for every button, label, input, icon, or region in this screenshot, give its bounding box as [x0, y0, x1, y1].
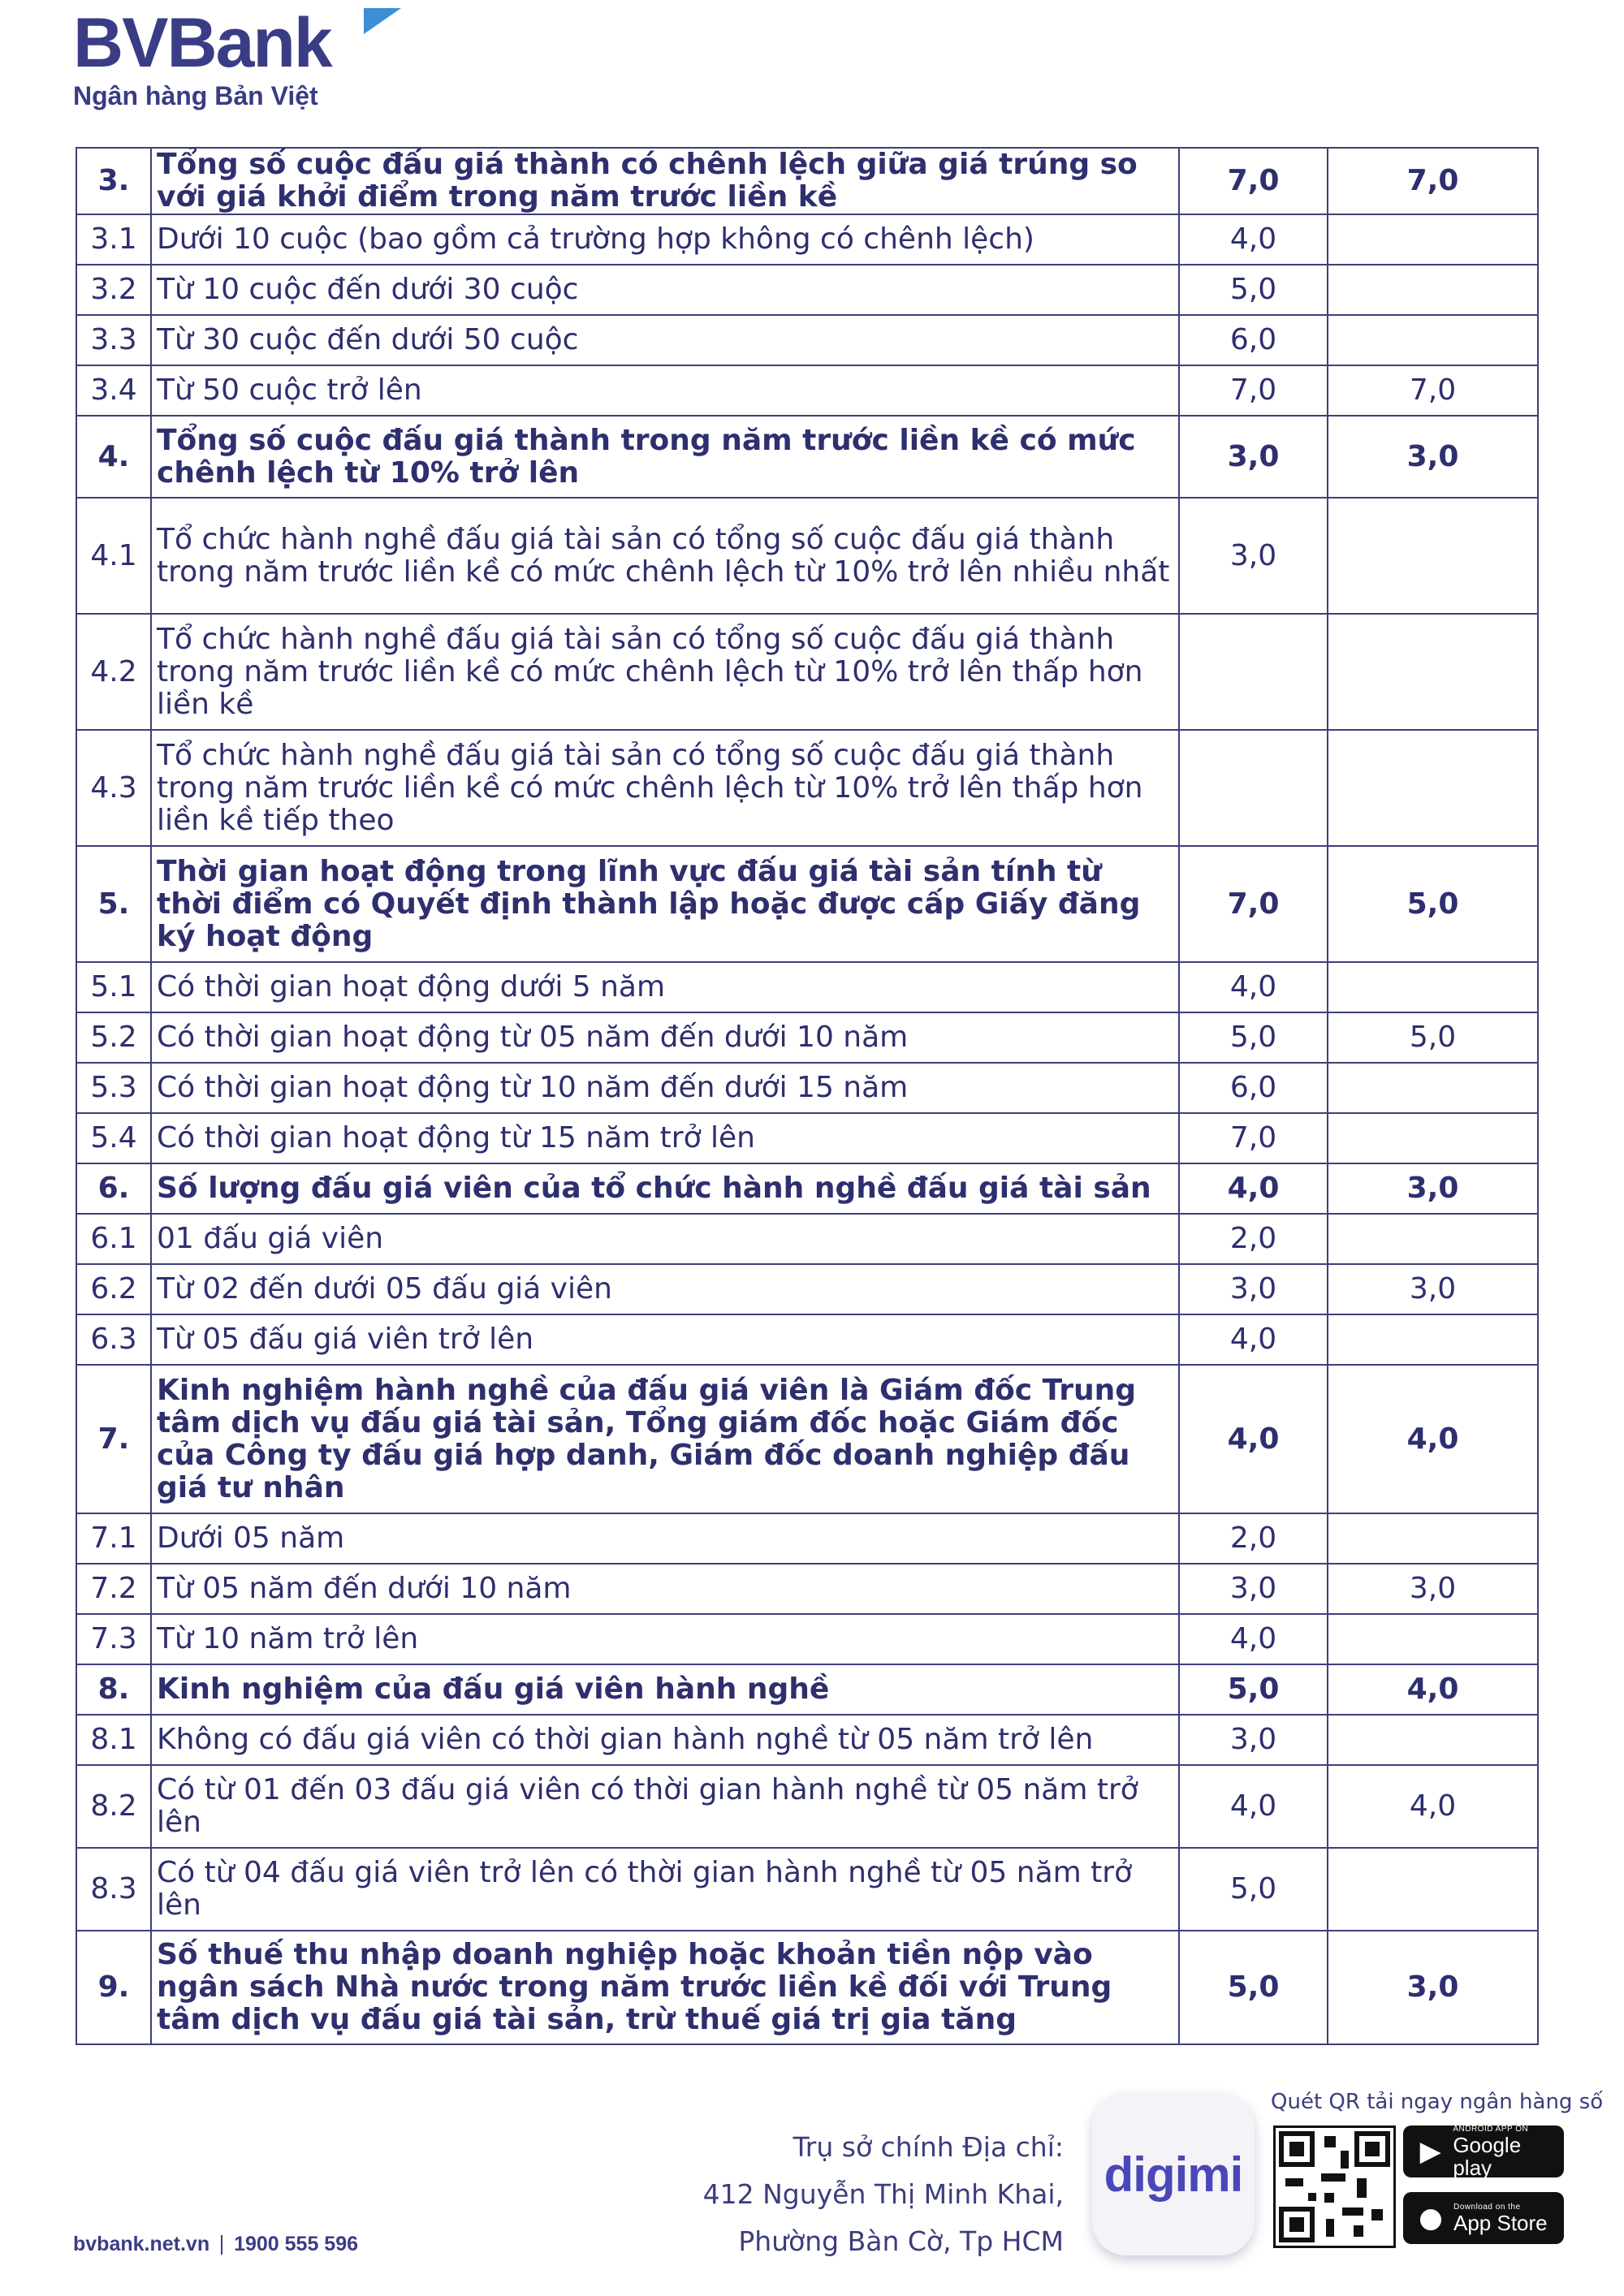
max-score: 3,0 — [1179, 1715, 1328, 1765]
criterion-number: 5. — [76, 846, 151, 962]
criterion-number: 3.4 — [76, 365, 151, 416]
criterion-number: 5.1 — [76, 962, 151, 1012]
max-score: 5,0 — [1179, 265, 1328, 315]
criterion-number: 8.3 — [76, 1848, 151, 1931]
table-row — [76, 214, 1538, 265]
table-row — [76, 1765, 1538, 1848]
criterion-text: Dưới 10 cuộc (bao gồm cả trường hợp không có chênh lệch) — [151, 214, 1179, 265]
criterion-text: Có từ 01 đến 03 đấu giá viên có thời gian hành nghề từ 05 năm trở lên — [151, 1765, 1179, 1848]
awarded-score: 3,0 — [1328, 416, 1538, 498]
awarded-score — [1328, 614, 1538, 730]
max-score: 2,0 — [1179, 1214, 1328, 1264]
criterion-text: Không có đấu giá viên có thời gian hành nghề từ 05 năm trở lên — [151, 1715, 1179, 1765]
criterion-text: Từ 50 cuộc trở lên — [151, 365, 1179, 416]
criterion-number: 8.2 — [76, 1765, 151, 1848]
table-row — [76, 1314, 1538, 1365]
table-row — [76, 365, 1538, 416]
awarded-score — [1328, 265, 1538, 315]
table-row — [76, 265, 1538, 315]
table-row — [76, 1365, 1538, 1513]
criterion-number: 8.1 — [76, 1715, 151, 1765]
max-score: 3,0 — [1179, 416, 1328, 498]
address-line-2: Phường Bàn Cờ, Tp HCM — [738, 2225, 1064, 2257]
criterion-text: Dưới 05 năm — [151, 1513, 1179, 1564]
criterion-number: 3.3 — [76, 315, 151, 365]
criterion-number: 6. — [76, 1163, 151, 1214]
criterion-number: 3. — [76, 148, 151, 214]
criterion-text: Có thời gian hoạt động từ 15 năm trở lên — [151, 1113, 1179, 1163]
max-score: 4,0 — [1179, 1765, 1328, 1848]
max-score: 6,0 — [1179, 1063, 1328, 1113]
awarded-score — [1328, 730, 1538, 846]
awarded-score: 7,0 — [1328, 365, 1538, 416]
max-score: 5,0 — [1179, 1848, 1328, 1931]
awarded-score: 3,0 — [1328, 1163, 1538, 1214]
table-row — [76, 614, 1538, 730]
criterion-text: Số thuế thu nhập doanh nghiệp hoặc khoản tiền nộp vào ngân sách Nhà nước trong năm trước liền kề đối với Trung tâm dịch vụ đấu giá tài sản, trừ thuế giá trị gia tăng — [151, 1931, 1179, 2044]
max-score: 5,0 — [1179, 1012, 1328, 1063]
criterion-text: Từ 05 đấu giá viên trở lên — [151, 1314, 1179, 1365]
awarded-score: 4,0 — [1328, 1765, 1538, 1848]
app-store-small-label: Download on the — [1453, 2202, 1521, 2212]
brand-logo — [73, 4, 331, 111]
criterion-text: Kinh nghiệm hành nghề của đấu giá viên là Giám đốc Trung tâm dịch vụ đấu giá tài sản, Tổng giám đốc hoặc Giám đốc của Công ty đấu giá hợp danh, Giám đốc doanh nghiệp đấu giá tư nhân — [151, 1365, 1179, 1513]
max-score: 7,0 — [1179, 1113, 1328, 1163]
table-row — [76, 1848, 1538, 1931]
criterion-text: Có thời gian hoạt động từ 10 năm đến dưới 15 năm — [151, 1063, 1179, 1113]
max-score: 5,0 — [1179, 1664, 1328, 1715]
criterion-text: Kinh nghiệm của đấu giá viên hành nghề — [151, 1664, 1179, 1715]
table-row — [76, 148, 1538, 214]
max-score: 2,0 — [1179, 1513, 1328, 1564]
table-row — [76, 1664, 1538, 1715]
criterion-number: 4.2 — [76, 614, 151, 730]
criteria-rows — [76, 148, 1538, 2044]
max-score: 4,0 — [1179, 1614, 1328, 1664]
table-row — [76, 498, 1538, 614]
criterion-text: Từ 10 năm trở lên — [151, 1614, 1179, 1664]
criterion-number: 6.1 — [76, 1214, 151, 1264]
max-score: 4,0 — [1179, 1314, 1328, 1365]
address-label: Trụ sở chính Địa chỉ: — [793, 2131, 1064, 2163]
criterion-number: 4.1 — [76, 498, 151, 614]
table-row — [76, 416, 1538, 498]
criterion-number: 3.1 — [76, 214, 151, 265]
max-score: 7,0 — [1179, 365, 1328, 416]
google-play-small-label: ANDROID APP ON — [1453, 2124, 1529, 2134]
criterion-text: Tổng số cuộc đấu giá thành có chênh lệch giữa giá trúng so với giá khởi điểm trong năm trước liền kề — [151, 148, 1179, 214]
criterion-number: 5.2 — [76, 1012, 151, 1063]
max-score — [1179, 614, 1328, 730]
awarded-score: 5,0 — [1328, 1012, 1538, 1063]
table-row — [76, 315, 1538, 365]
awarded-score: 4,0 — [1328, 1365, 1538, 1513]
criterion-number: 4. — [76, 416, 151, 498]
app-store-badge[interactable] — [1403, 2192, 1564, 2244]
criterion-number: 5.4 — [76, 1113, 151, 1163]
criterion-text: 01 đấu giá viên — [151, 1214, 1179, 1264]
awarded-score — [1328, 1513, 1538, 1564]
table-row — [76, 1564, 1538, 1614]
address-line-1: 412 Nguyễn Thị Minh Khai, — [702, 2178, 1064, 2210]
awarded-score — [1328, 498, 1538, 614]
qr-code-icon[interactable] — [1273, 2126, 1396, 2248]
awarded-score: 3,0 — [1328, 1564, 1538, 1614]
awarded-score — [1328, 1113, 1538, 1163]
max-score: 4,0 — [1179, 1163, 1328, 1214]
criterion-number: 6.3 — [76, 1314, 151, 1365]
criterion-number: 5.3 — [76, 1063, 151, 1113]
footer-contact — [73, 2233, 358, 2256]
criterion-number: 7. — [76, 1365, 151, 1513]
google-play-icon: ▶ — [1419, 2135, 1441, 2168]
max-score: 7,0 — [1179, 148, 1328, 214]
table-row — [76, 1264, 1538, 1314]
app-store-label: App Store — [1453, 2210, 1548, 2235]
max-score: 3,0 — [1179, 498, 1328, 614]
footer-divider — [221, 2235, 222, 2255]
digimi-label: digimi — [1104, 2147, 1243, 2202]
table-row — [76, 1063, 1538, 1113]
table-row — [76, 1614, 1538, 1664]
criterion-number: 9. — [76, 1931, 151, 2044]
criterion-text: Tổ chức hành nghề đấu giá tài sản có tổng số cuộc đấu giá thành trong năm trước liền kề có mức chênh lệch từ 10% trở lên thấp hơn liền kề — [151, 614, 1179, 730]
table-row — [76, 846, 1538, 962]
google-play-label: Google play — [1453, 2132, 1522, 2180]
google-play-badge[interactable] — [1403, 2124, 1564, 2180]
awarded-score — [1328, 1314, 1538, 1365]
hotline[interactable]: 1900 555 596 — [234, 2233, 359, 2255]
max-score: 6,0 — [1179, 315, 1328, 365]
awarded-score: 4,0 — [1328, 1664, 1538, 1715]
max-score: 4,0 — [1179, 214, 1328, 265]
qr-caption: Quét QR tải ngay ngân hàng số — [1271, 2090, 1604, 2114]
brand-name: BVBank — [73, 4, 331, 82]
head-office-address — [703, 2124, 1064, 2265]
criterion-text: Từ 05 năm đến dưới 10 năm — [151, 1564, 1179, 1614]
criterion-text: Có thời gian hoạt động từ 05 năm đến dưới 10 năm — [151, 1012, 1179, 1063]
table-row — [76, 1715, 1538, 1765]
awarded-score: 3,0 — [1328, 1264, 1538, 1314]
table-row — [76, 1931, 1538, 2044]
criterion-text: Từ 10 cuộc đến dưới 30 cuộc — [151, 265, 1179, 315]
logo-triangle-icon — [364, 8, 401, 34]
criterion-text: Thời gian hoạt động trong lĩnh vực đấu giá tài sản tính từ thời điểm có Quyết định thành lập hoặc được cấp Giấy đăng ký hoạt động — [151, 846, 1179, 962]
table-row — [76, 730, 1538, 846]
criterion-number: 7.1 — [76, 1513, 151, 1564]
table-row — [76, 1513, 1538, 1564]
awarded-score — [1328, 1715, 1538, 1765]
criterion-text: Có từ 04 đấu giá viên trở lên có thời gian hành nghề từ 05 năm trở lên — [151, 1848, 1179, 1931]
criterion-number: 3.2 — [76, 265, 151, 315]
awarded-score — [1328, 315, 1538, 365]
criterion-number: 4.3 — [76, 730, 151, 846]
criterion-text: Có thời gian hoạt động dưới 5 năm — [151, 962, 1179, 1012]
criterion-number: 7.3 — [76, 1614, 151, 1664]
awarded-score — [1328, 1848, 1538, 1931]
awarded-score — [1328, 214, 1538, 265]
criterion-number: 8. — [76, 1664, 151, 1715]
awarded-score — [1328, 1214, 1538, 1264]
website-link[interactable]: bvbank.net.vn — [73, 2233, 210, 2255]
table-row — [76, 1012, 1538, 1063]
table-row — [76, 1163, 1538, 1214]
table-row — [76, 1214, 1538, 1264]
max-score: 5,0 — [1179, 1931, 1328, 2044]
criterion-number: 7.2 — [76, 1564, 151, 1614]
criterion-text: Tổng số cuộc đấu giá thành trong năm trước liền kề có mức chênh lệch từ 10% trở lên — [151, 416, 1179, 498]
table-row — [76, 1113, 1538, 1163]
max-score: 7,0 — [1179, 846, 1328, 962]
awarded-score: 7,0 — [1328, 148, 1538, 214]
awarded-score: 3,0 — [1328, 1931, 1538, 2044]
max-score: 3,0 — [1179, 1564, 1328, 1614]
criterion-text: Số lượng đấu giá viên của tổ chức hành nghề đấu giá tài sản — [151, 1163, 1179, 1214]
table-row — [76, 962, 1538, 1012]
digimi-app-icon[interactable] — [1092, 2093, 1255, 2255]
max-score — [1179, 730, 1328, 846]
awarded-score — [1328, 962, 1538, 1012]
criteria-table — [76, 147, 1539, 2045]
awarded-score — [1328, 1614, 1538, 1664]
awarded-score — [1328, 1063, 1538, 1113]
max-score: 4,0 — [1179, 1365, 1328, 1513]
criterion-text: Tổ chức hành nghề đấu giá tài sản có tổng số cuộc đấu giá thành trong năm trước liền kề có mức chênh lệch từ 10% trở lên thấp hơn liền kề tiếp theo — [151, 730, 1179, 846]
max-score: 4,0 — [1179, 962, 1328, 1012]
criterion-number: 6.2 — [76, 1264, 151, 1314]
awarded-score: 5,0 — [1328, 846, 1538, 962]
brand-tagline: Ngân hàng Bản Việt — [73, 81, 318, 110]
apple-icon: ● — [1419, 2202, 1443, 2234]
criterion-text: Từ 02 đến dưới 05 đấu giá viên — [151, 1264, 1179, 1314]
criterion-text: Tổ chức hành nghề đấu giá tài sản có tổng số cuộc đấu giá thành trong năm trước liền kề có mức chênh lệch từ 10% trở lên nhiều nhất — [151, 498, 1179, 614]
max-score: 3,0 — [1179, 1264, 1328, 1314]
criterion-text: Từ 30 cuộc đến dưới 50 cuộc — [151, 315, 1179, 365]
